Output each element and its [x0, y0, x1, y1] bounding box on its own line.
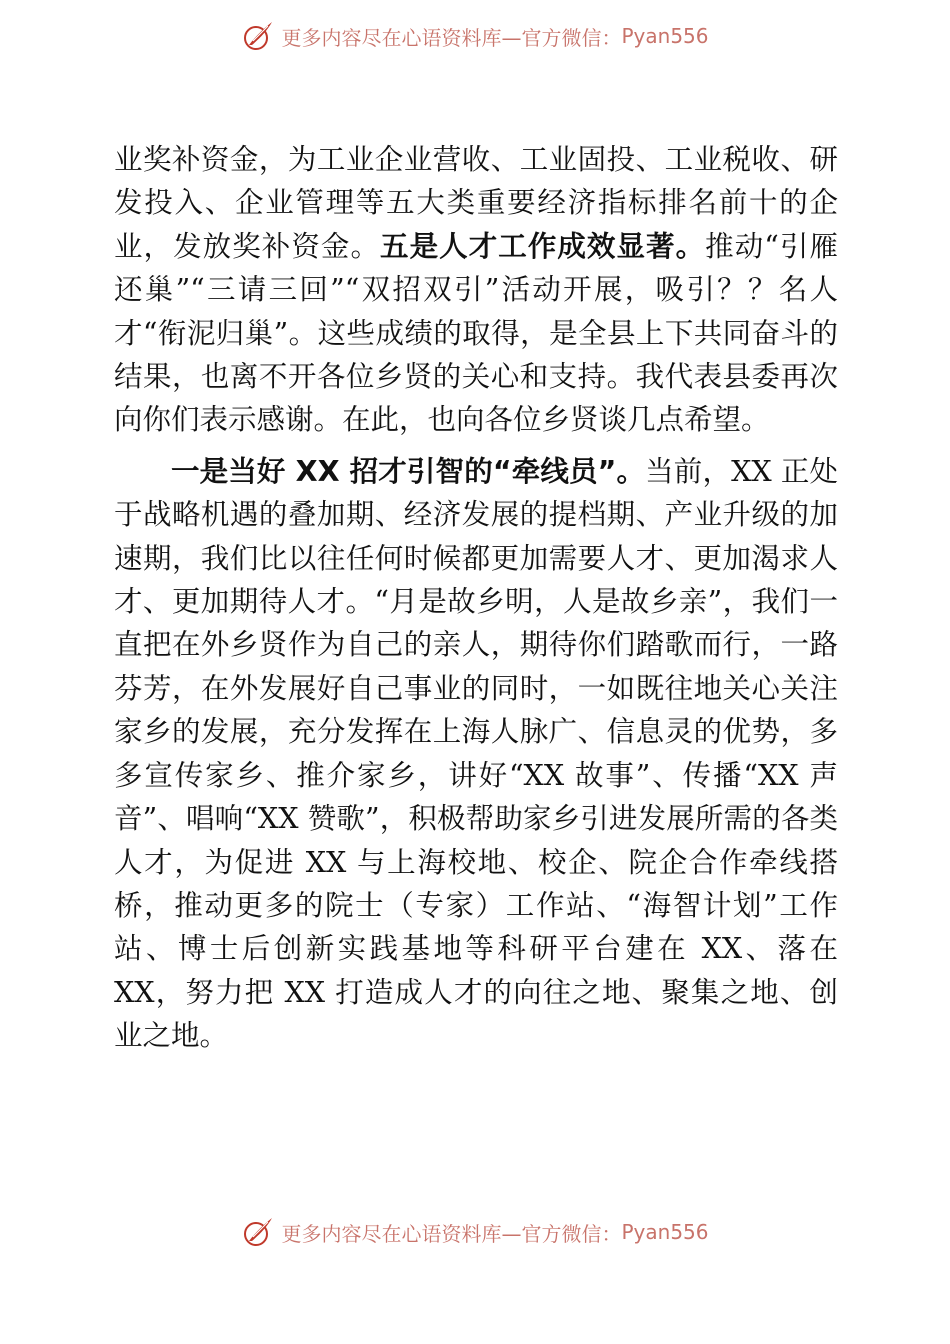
paragraph-1-text-b: 推动“引雁还巢”“三请三回”“双招双引”活动开展，吸引？？名人才“衔泥归巢”。这些成绩的取得，是全县上下共同奋斗的结果，也离不开各位乡贤的关心和支持。我代表县委再次向你们表示感谢。在此，也向各位乡贤谈几点希望。 [114, 229, 838, 437]
paragraph-1-text-a: 业奖补资金，为工业企业营收、工业固投、工业税收、研发投入、企业管理等五大类重要经济指标排名前十的企业，发放奖补资金。 [114, 143, 838, 263]
paragraph-1-bold-heading: 五是人才工作成效显著。 [380, 229, 706, 263]
header-watermark [0, 14, 950, 58]
paragraph-2-bold-heading: 一是当好 XX 招才引智的“牵线员”。 [171, 454, 646, 488]
document-body [114, 138, 838, 1058]
quill-pen-logo-icon [241, 19, 275, 53]
quill-pen-logo-icon [241, 1215, 275, 1249]
footer-wechat-handle: Pyan556 [621, 1220, 709, 1244]
header-text: 更多内容尽在心语资料库—官方微信： [281, 25, 622, 50]
paragraph-1 [114, 138, 838, 442]
paragraph-2 [114, 450, 838, 1058]
footer-text: 更多内容尽在心语资料库—官方微信： [281, 1221, 622, 1246]
footer-watermark [0, 1210, 950, 1254]
header-wechat-handle: Pyan556 [621, 24, 709, 48]
paragraph-2-text: 当前，XX 正处于战略机遇的叠加期、经济发展的提档期、产业升级的加速期，我们比以往任何时候都更加需要人才、更加渴求人才、更加期待人才。“月是故乡明，人是故乡亲”，我们一直把在外乡贤作为自己的亲人，期待你们踏歌而行，一路芬芳，在外发展好自己事业的同时，一如既往地关心关注家乡的发展，充分发挥在上海人脉广、信息灵的优势，多多宣传家乡、推介家乡，讲好“XX 故事”、传播“XX 声音”、唱响“XX 赞歌”，积极帮助家乡引进发展所需的各类人才，为促进 XX 与上海校地、校企、院企合作牵线搭桥，推动更多的院士（专家）工作站、“海智计划”工作站、博士后创新实践基地等科研平台建在 XX、落在 XX，努力把 XX 打造成人才的向往之地、聚集之地、创业之地。 [114, 454, 838, 1053]
